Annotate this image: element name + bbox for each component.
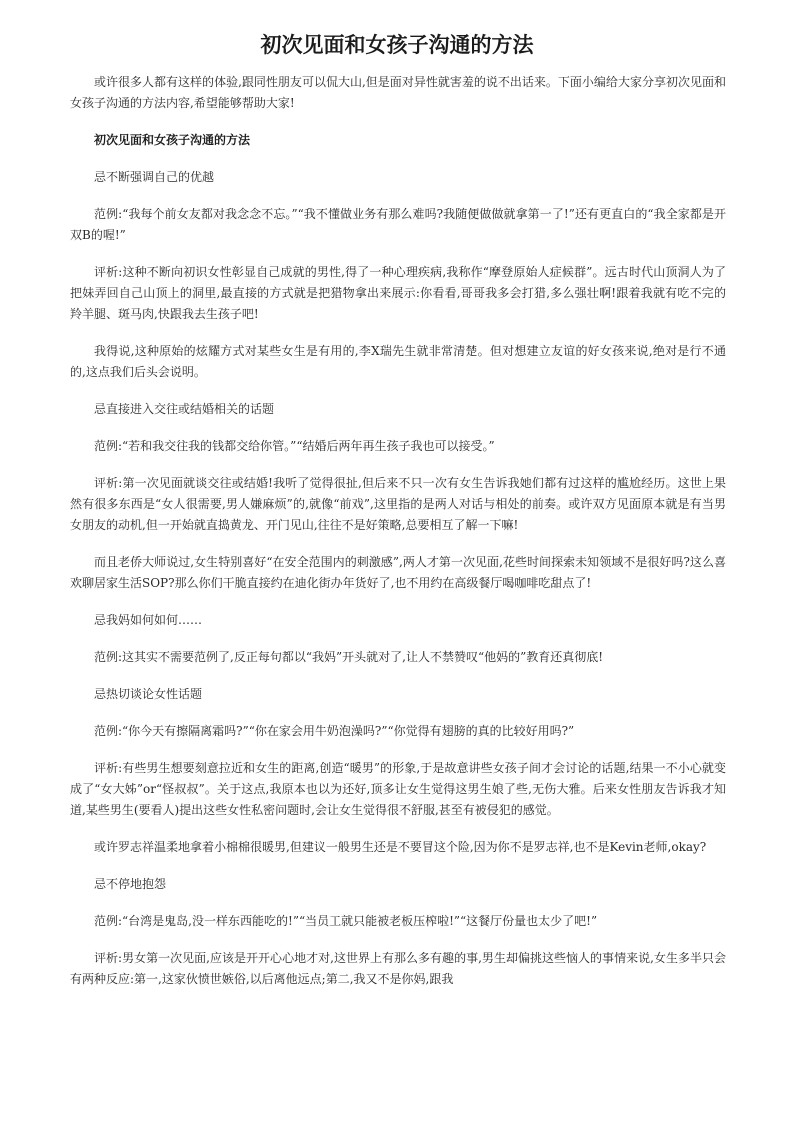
- document-body: [70, 72, 726, 1006]
- paragraph: 范例:“你今天有擦隔离霜吗?”“你在家会用牛奶泡澡吗?”“你觉得有翅膀的真的比较好用吗?”: [94, 724, 575, 738]
- paragraph: 范例:“若和我交往我的钱都交给你管。”“结婚后两年再生孩子我也可以接受。”: [94, 439, 495, 453]
- paragraph: 忌直接进入交往或结婚相关的话题: [94, 402, 275, 416]
- paragraph: 忌我妈如何如何……: [94, 613, 203, 627]
- paragraph: 范例:“台湾是鬼岛,没一样东西能吃的!”“当员工就只能被老板压榨啦!”“这餐厅份量也太少了吧!”: [94, 914, 598, 928]
- paragraph: 我得说,这种原始的炫耀方式对某些女生是有用的,李X瑞先生就非常清楚。但对想建立友谊的好女孩来说,绝对是行不通的,这点我们后头会说明。: [70, 344, 726, 379]
- paragraph: 评析:第一次见面就谈交往或结婚!我听了觉得很扯,但后来不只一次有女生告诉我她们都有过这样的尴尬经历。这世上果然有很多东西是“女人很需要,男人嫌麻烦”的,就像“前戏”,这里指的是两人对话与相处的前奏。或许双方见面原本就是有当男女朋友的动机,但一开始就直捣黄龙、开门见山,往往不是好策略,总要相互了解一下嘛!: [70, 476, 726, 532]
- page-title: 初次见面和女孩子沟通的方法: [260, 33, 534, 57]
- paragraph: 忌不停地抱怨: [94, 877, 167, 891]
- paragraph: 评析:有些男生想要刻意拉近和女生的距离,创造“暖男”的形象,于是故意讲些女孩子间才会讨论的话题,结果一不小心就变成了“女大姊”or“怪叔叔”。关于这点,我原本也以为还好,顶多让女生觉得这男生娘了些,无伤大雅。后来女性朋友告诉我才知道,某些男生(要看人)提出这些女性私密问题时,会让女生觉得很不舒服,甚至有被侵犯的感觉。: [70, 761, 726, 817]
- paragraph: 或许很多人都有这样的体验,跟同性朋友可以侃大山,但是面对异性就害羞的说不出话来。下面小编给大家分享初次见面和女孩子沟通的方法内容,希望能够帮助大家!: [70, 75, 726, 110]
- paragraph: 评析:男女第一次见面,应该是开开心心地才对,这世界上有那么多有趣的事,男生却偏挑这些恼人的事情来说,女生多半只会有两种反应:第一,这家伙愤世嫉俗,以后离他远点;第二,我又不是你妈,跟我: [70, 951, 726, 986]
- paragraph: 范例:这其实不需要范例了,反正每句都以“我妈”开头就对了,让人不禁赞叹“他妈的”教育还真彻底!: [94, 650, 604, 664]
- paragraph: 而且老侨大师说过,女生特别喜好“在安全范围内的刺激感”,两人才第一次见面,花些时间探索未知领域不是很好吗?这么喜欢聊居家生活SOP?那么你们干脆直接约在迪化街办年货好了,也不用约在高级餐厅喝咖啡吃甜点了!: [70, 555, 726, 590]
- paragraph: 范例:“我每个前女友都对我念念不忘。”“我不懂做业务有那么难吗?我随便做做就拿第一了!”还有更直白的“我全家都是开双B的喔!”: [70, 207, 726, 242]
- paragraph: 或许罗志祥温柔地拿着小棉棉很暖男,但建议一般男生还是不要冒这个险,因为你不是罗志祥,也不是Kevin老师,okay?: [94, 840, 707, 854]
- paragraph: 评析:这种不断向初识女性彰显自己成就的男性,得了一种心理疾病,我称作“摩登原始人症候群”。远古时代山顶洞人为了把妹弄回自己山顶上的洞里,最直接的方式就是把猎物拿出来展示:你看看,哥哥我多会打猎,多么强壮啊!跟着我就有吃不完的羚羊腿、斑马肉,快跟我去生孩子吧!: [70, 265, 726, 321]
- paragraph: 忌不断强调自己的优越: [94, 170, 215, 184]
- paragraph: 忌热切谈论女性话题: [94, 687, 203, 701]
- section-heading: 初次见面和女孩子沟通的方法: [94, 133, 251, 147]
